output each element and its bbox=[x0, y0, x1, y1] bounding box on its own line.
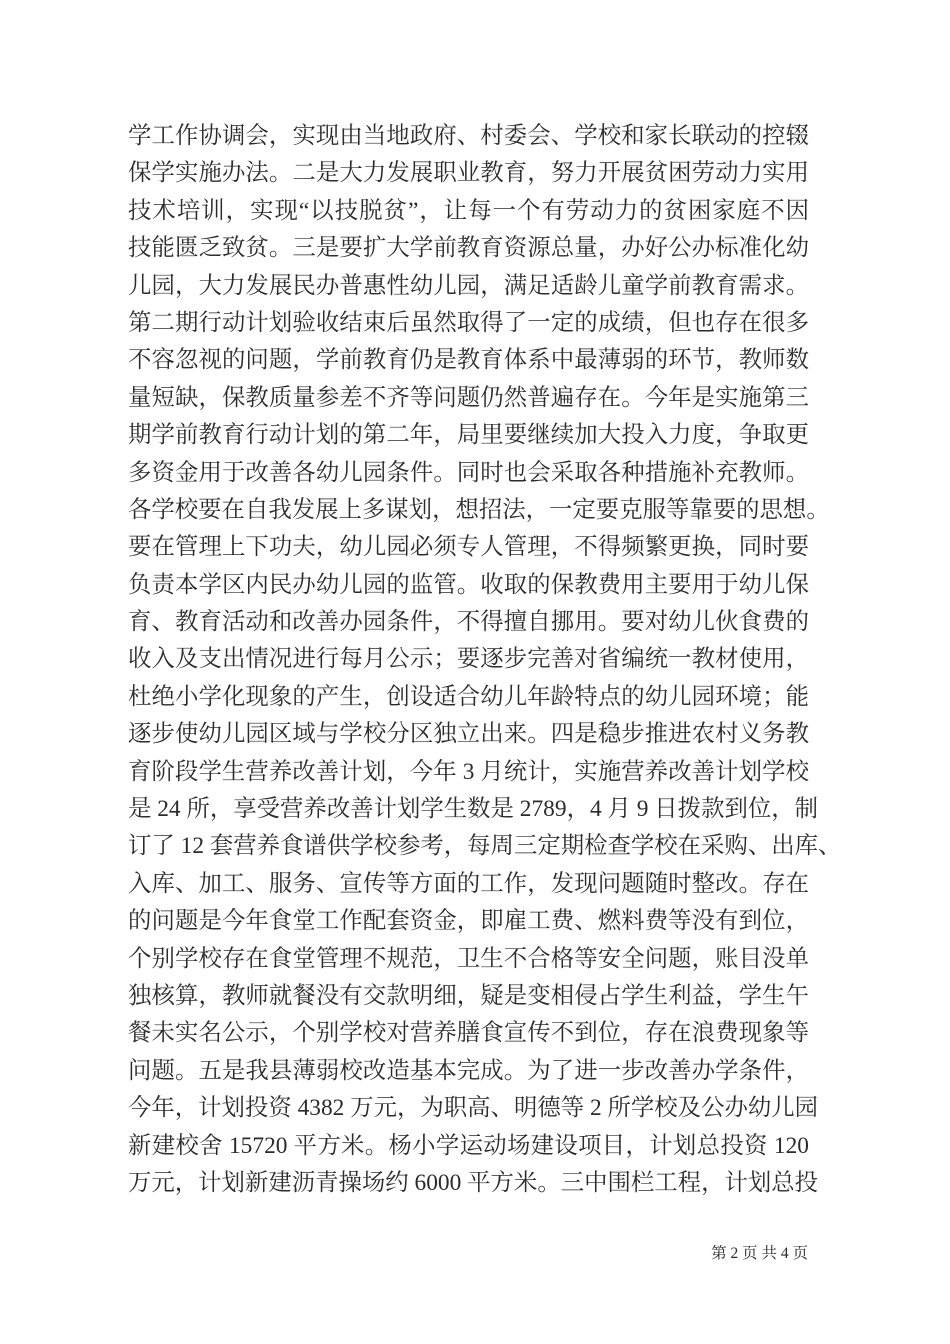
text-line: 问题。五是我县薄弱校改造基本完成。为了进一步改善办学条件， bbox=[128, 1057, 809, 1084]
text-line: 是 24 所，享受营养改善计划学生数是 2789，4 月 9 日拨款到位，制 bbox=[128, 796, 819, 823]
page-number-indicator: 第 2 页 共 4 页 bbox=[711, 1245, 808, 1262]
text-line: 技术培训，实现“以技脱贫”，让每一个有劳动力的贫困家庭不因 bbox=[128, 197, 809, 224]
text-line: 杜绝小学化现象的产生，创设适合幼儿年龄特点的幼儿园环境；能 bbox=[128, 683, 809, 710]
text-line: 餐未实名公示，个别学校对营养膳食宣传不到位，存在浪费现象等 bbox=[128, 1020, 809, 1047]
text-line: 各学校要在自我发展上多谋划，想招法，一定要克服等靠要的思想。 bbox=[128, 496, 830, 523]
text-line: 不容忽视的问题，学前教育仍是教育体系中最薄弱的环节，教师数 bbox=[128, 347, 809, 374]
text-line: 育阶段学生营养改善计划，今年 3 月统计，实施营养改善计划学校 bbox=[128, 758, 809, 785]
text-line: 今年，计划投资 4382 万元，为职高、明德等 2 所学校及公办幼儿园 bbox=[128, 1095, 819, 1122]
text-line: 逐步使幼儿园区域与学校分区独立出来。四是稳步推进农村义务教 bbox=[128, 721, 809, 748]
text-line: 保学实施办法。二是大力发展职业教育，努力开展贫困劳动力实用 bbox=[128, 160, 809, 187]
text-line: 第二期行动计划验收结束后虽然取得了一定的成绩，但也存在很多 bbox=[128, 309, 809, 336]
text-line: 技能匮乏致贫。三是要扩大学前教育资源总量，办好公办标准化幼 bbox=[128, 235, 809, 262]
text-line: 学工作协调会，实现由当地政府、村委会、学校和家长联动的控辍 bbox=[128, 123, 809, 149]
text-line: 万元，计划新建沥青操场约 6000 平方米。三中围栏工程，计划总投 bbox=[128, 1169, 819, 1196]
document-text-body bbox=[128, 118, 842, 1202]
text-line: 负责本学区内民办幼儿园的监管。收取的保教费用主要用于幼儿保 bbox=[128, 571, 809, 598]
text-line: 量短缺，保教质量参差不齐等问题仍然普遍存在。今年是实施第三 bbox=[128, 384, 809, 411]
text-line: 订了 12 套营养食谱供学校参考，每周三定期检查学校在采购、出库、 bbox=[128, 833, 842, 860]
text-line: 新建校舍 15720 平方米。杨小学运动场建设项目，计划总投资 120 bbox=[128, 1132, 809, 1159]
text-line: 要在管理上下功夫，幼儿园必须专人管理，不得频繁更换，同时要 bbox=[128, 534, 809, 561]
text-line: 多资金用于改善各幼儿园条件。同时也会采取各种措施补充教师。 bbox=[128, 459, 809, 486]
text-line: 独核算，教师就餐没有交款明细，疑是变相侵占学生利益，学生午 bbox=[128, 982, 809, 1009]
text-line: 育、教育活动和改善办园条件，不得擅自挪用。要对幼儿伙食费的 bbox=[128, 609, 809, 636]
text-line: 收入及支出情况进行每月公示；要逐步完善对省编统一教材使用， bbox=[128, 646, 809, 673]
text-line: 期学前教育行动计划的第二年，局里要继续加大投入力度，争取更 bbox=[128, 422, 809, 449]
text-line: 儿园，大力发展民办普惠性幼儿园，满足适龄儿童学前教育需求。 bbox=[128, 272, 809, 299]
text-line: 入库、加工、服务、宣传等方面的工作，发现问题随时整改。存在 bbox=[128, 870, 809, 897]
text-line: 的问题是今年食堂工作配套资金，即雇工费、燃料费等没有到位， bbox=[128, 908, 809, 935]
text-line: 个别学校存在食堂管理不规范，卫生不合格等安全问题，账目没单 bbox=[128, 945, 809, 972]
